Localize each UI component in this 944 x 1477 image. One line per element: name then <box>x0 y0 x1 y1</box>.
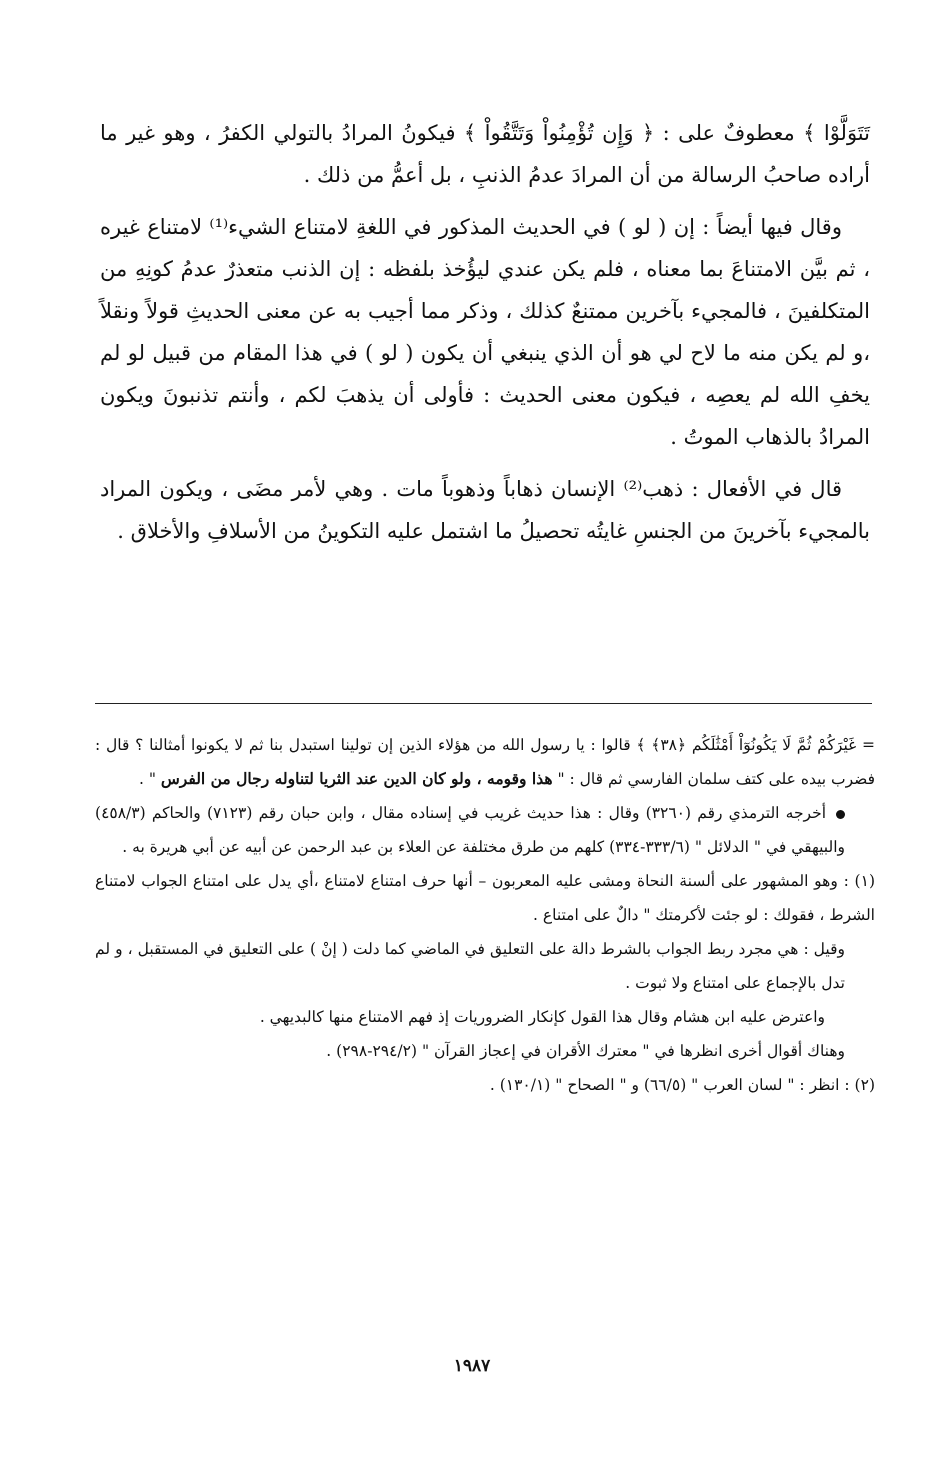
footnote-1-part-c: واعترض عليه ابن هشام وقال هذا القول كإنكار الضروريات إذ فهم الامتناع منها كالبديهي . <box>259 1008 825 1026</box>
footnote-1-part-a: (١) : وهو المشهور على ألسنة النحاة ومشى عليه المعربون – أنها حرف امتناع لامتناع ،أي يدل على امتناع الجواب لامتناع الشرط ، فقولك : لو جئت لأكرمتك " دالٌ على امتناع . <box>95 872 875 924</box>
footnote-separator <box>95 703 872 704</box>
footnote-2: (٢) : انظر : " لسان العرب " (٦٦/٥) و " الصحاح " (١٣٠/١) . <box>489 1076 875 1094</box>
footnote-hadith-bold: هذا وقومه ، ولو كان الدين عند الثريا لتناوله رجال من الفرس <box>160 769 553 788</box>
paragraph-1: تَتَوَلَّوْا ﴾ معطوفٌ على : ﴿ وَإِن تُؤْمِنُواْ وَتَتَّقُواْ ﴾ فيكونُ المرادُ بالتولي الكفرُ ، وهو غير ما أراده صاحبُ الرسالة من أن المرادَ عدمُ الذنبِ ، بل أعمُّ من ذلك . <box>100 121 870 187</box>
footnote-takhrij-text: أخرجه الترمذي رقم (٣٢٦٠) وقال : هذا حديث غريب في إسناده مقال ، وابن حبان رقم (٧١٢٣) والحاكم (٤٥٨/٣) والبيهقي في " الدلائل " (٣٣٣/٦-٣٣٤) كلهم من طرق مختلفة عن العلاء بن عبد الرحمن عن أبيه عن أبي هريرة به . <box>95 804 845 856</box>
footnote-takhrij <box>95 796 875 864</box>
footnote-continuation <box>95 728 875 796</box>
paragraph-3: قال في الأفعال : ذهب⁽²⁾ الإنسان ذهاباً وذهوباً مات . وهي لأمر مضَى ، ويكون المراد بالمجيء بآخرينَ من الجنسِ غايتُه تحصيلُ ما اشتمل عليه التكوينُ من الأسلافِ والأخلاق . <box>100 477 870 543</box>
paragraph-2: وقال فيها أيضاً : إن ( لو ) في الحديث المذكور في اللغةِ لامتناع الشيء⁽¹⁾ لامتناع غيره ، ثم بيَّن الامتناعَ بما معناه ، فلم يكن عندي ليؤُخذ بلفظه : إن الذنب متعذرٌ عدمُ كونِهِ من المتكلفينَ ، فالمجيء بآخرين ممتنعٌ كذلك ، وذكر مما أجيب به عن معنى الحديثِ قولاً ونقلاً ،و لم يكن منه ما لاح لي هو أن الذي ينبغي أن يكون ( لو ) في هذا المقام من قبيل لو لم يخفِ الله لم يعصِه ، فيكون معنى الحديث : فأولى أن يذهبَ لكم ، وأنتم تذنبونَ ويكون المرادُ بالذهاب الموتُ . <box>100 215 871 449</box>
footnote-continuation-end: " . <box>138 770 156 788</box>
footnote-1-part-b: وقيل : هي مجرد ربط الجواب بالشرط دالة على التعليق في الماضي كما دلت ( إنْ ) على التعليق في المستقبل ، و لم تدل بالإجماع على امتناع ولا ثبوت . <box>95 940 845 992</box>
main-text-body <box>100 112 870 552</box>
bullet-icon <box>836 810 845 819</box>
page-number: ١٩٨٧ <box>453 1356 491 1376</box>
footnote-1-part-d: وهناك أقوال أخرى انظرها في " معترك الأقران في إعجاز القرآن " (٢٩٤/٢-٢٩٨) . <box>326 1042 845 1060</box>
footnote-continuation-text: = غَيْرَكُمْ ثُمَّ لَا يَكُونُوٓاْ أَمْثَٰلَكُم ﴿٣٨﴾ ﴾ قالوا : يا رسول الله من هؤلاء الذين إن تولينا استبدل بنا ثم لا يكونوا أمثالنا ؟ قال : فضرب بيده على كتف سلمان الفارسي ثم قال : " <box>95 736 875 788</box>
footnotes-section <box>95 728 875 1102</box>
